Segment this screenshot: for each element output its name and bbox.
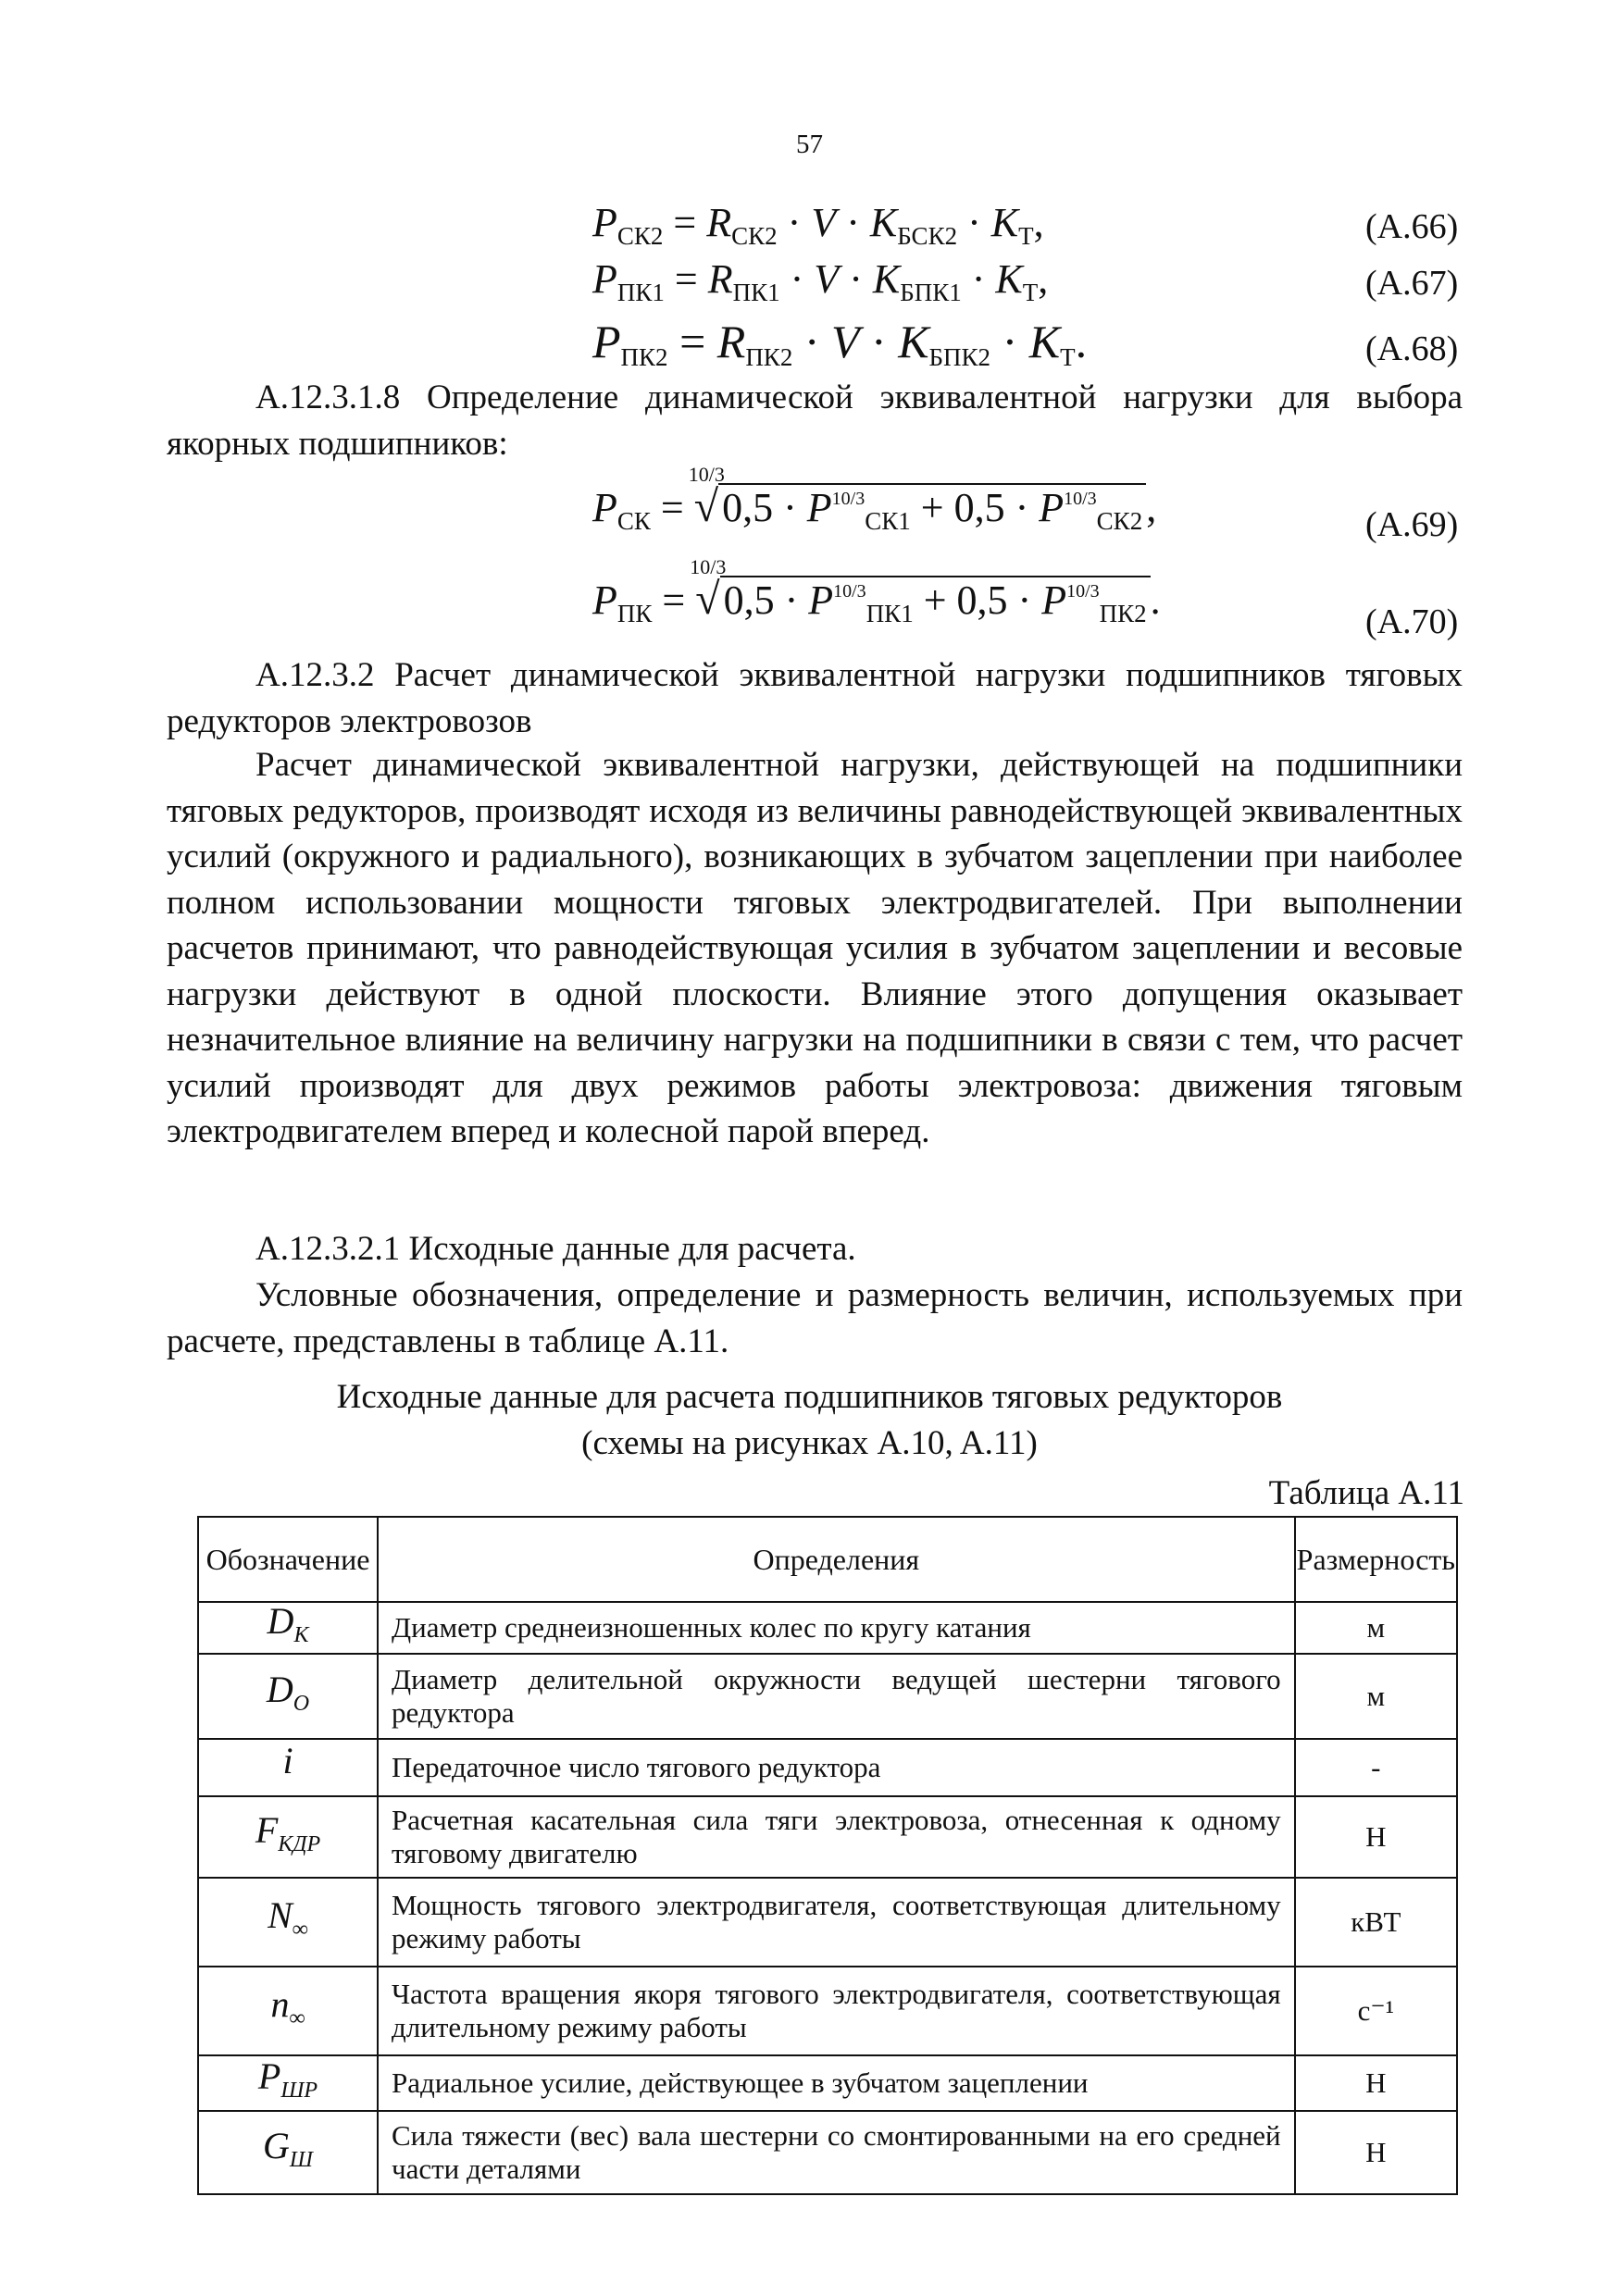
row-definition: Расчетная касательная сила тяги электровоза, отнесенная к одному тяговому двигателю (378, 1796, 1295, 1878)
row-definition: Частота вращения якоря тягового электродвигателя, соответствующая длительному режиму работы (378, 1967, 1295, 2055)
section-a12321-heading: A.12.3.2.1 Исходные данные для расчета. (255, 1230, 856, 1268)
row-dimension: кВТ (1295, 1878, 1457, 1967)
formula-a66: $P_{СК2} = R_{СК2} \cdot V \cdot K_{БСК2} \cdot K_Т$, (592, 200, 1044, 250)
table-row (198, 1796, 1457, 1878)
section-a1232-heading: A.12.3.2 Расчет динамической эквивалентной нагрузки подшипников тяговых редукторов электровозов (167, 656, 1463, 740)
header-dimension: Размерность (1295, 1517, 1457, 1602)
table-row (198, 1739, 1457, 1796)
table-caption-line2: (схемы на рисунках A.10, A.11) (581, 1424, 1038, 1462)
parameters-table (197, 1516, 1458, 2195)
row-symbol: i (198, 1739, 378, 1796)
table-row (198, 1602, 1457, 1654)
row-dimension: Н (1295, 2111, 1457, 2194)
radical: 10/3 $√0,5 \cdot P^{10/3}_{СК1} + 0,5 \cdot P^{10/3}_{СК2}$ (694, 481, 1146, 536)
section-a12318-text: A.12.3.1.8 Определение динамической эквивалентной нагрузки для выбора якорных подшипников: (167, 379, 1463, 463)
equation-number-a70: (A.70) (1365, 602, 1459, 641)
table-row (198, 2111, 1457, 2194)
table-row (198, 1654, 1457, 1739)
row-definition: Диаметр делительной окружности ведущей шестерни тягового редуктора (378, 1654, 1295, 1739)
equation-number-a66: (A.66) (1365, 207, 1459, 246)
table-header-row (198, 1517, 1457, 1602)
row-symbol: $D_K$ (198, 1602, 378, 1654)
row-definition: Передаточное число тягового редуктора (378, 1739, 1295, 1796)
row-definition: Радиальное усилие, действующее в зубчатом зацеплении (378, 2055, 1295, 2111)
row-dimension: Н (1295, 2055, 1457, 2111)
row-symbol: $F_{КДР}$ (198, 1796, 378, 1878)
row-definition: Сила тяжести (вес) вала шестерни со смонтированными на его средней части деталями (378, 2111, 1295, 2194)
row-symbol: $N_\infty$ (198, 1878, 378, 1967)
row-definition: Мощность тягового электродвигателя, соответствующая длительному режиму работы (378, 1878, 1295, 1967)
table-caption-line1: Исходные данные для расчета подшипников тяговых редукторов (336, 1378, 1283, 1416)
row-dimension: - (1295, 1739, 1457, 1796)
row-dimension: с⁻¹ (1295, 1967, 1457, 2055)
row-definition: Диаметр среднеизношенных колес по кругу катания (378, 1602, 1295, 1654)
page-number: 57 (796, 130, 823, 159)
formula-a68: $P_{ПК2} = R_{ПК2} \cdot V \cdot K_{БПК2} \cdot K_Т$. (592, 316, 1088, 371)
header-symbol: Обозначение (198, 1517, 378, 1602)
row-symbol: $P_{ШР}$ (198, 2055, 378, 2111)
formula-a69: $P_{СК}$ = 10/3 $√0,5 \cdot P^{10/3}_{СК1} + 0,5 \cdot P^{10/3}_{СК2}$, (592, 463, 1157, 535)
equation-number-a68: (A.68) (1365, 329, 1459, 368)
equation-number-a69: (A.69) (1365, 505, 1459, 544)
row-symbol: $n_\infty$ (198, 1967, 378, 2055)
formula-a67: $P_{ПК1} = R_{ПК1} \cdot V \cdot K_{БПК1} \cdot K_Т$, (592, 256, 1049, 306)
table-row (198, 1967, 1457, 2055)
row-dimension: м (1295, 1654, 1457, 1739)
table-row (198, 1878, 1457, 1967)
table-label: Таблица A.11 (1268, 1474, 1464, 1512)
section-a12321-body: Условные обозначения, определение и размерность величин, используемых при расчете, представлены в таблице A.11. (167, 1276, 1463, 1360)
row-dimension: Н (1295, 1796, 1457, 1878)
radical: 10/3 $√0,5 \cdot P^{10/3}_{ПК1} + 0,5 \cdot P^{10/3}_{ПК2}$ (695, 574, 1150, 628)
table-row (198, 2055, 1457, 2111)
row-symbol: $G_Ш$ (198, 2111, 378, 2194)
formula-a70: $P_{ПК}$ = 10/3 $√0,5 \cdot P^{10/3}_{ПК1} + 0,5 \cdot P^{10/3}_{ПК2}$. (592, 555, 1161, 627)
equation-number-a67: (A.67) (1365, 264, 1459, 303)
header-definition: Определения (378, 1517, 1295, 1602)
section-a1232-body: Расчет динамической эквивалентной нагрузки, действующей на подшипники тяговых редукторов, производят исходя из величины равнодействующей эквивалентных усилий (окружного и радиального), возникающих в зубчатом зацеплении при наиболее полном использовании мощности тяговых электродвигателей. При выполнении расчетов принимают, что равнодействующая усилия в зубчатом зацеплении и весовые нагрузки действуют в одной плоскости. Влияние этого допущения оказывает незначительное влияние на величину нагрузки на подшипники в связи с тем, что расчет усилий производят для двух режимов работы электровоза: движения тяговым электродвигателем вперед и колесной парой вперед. (167, 746, 1463, 1150)
row-symbol: $D_O$ (198, 1654, 378, 1739)
row-dimension: м (1295, 1602, 1457, 1654)
